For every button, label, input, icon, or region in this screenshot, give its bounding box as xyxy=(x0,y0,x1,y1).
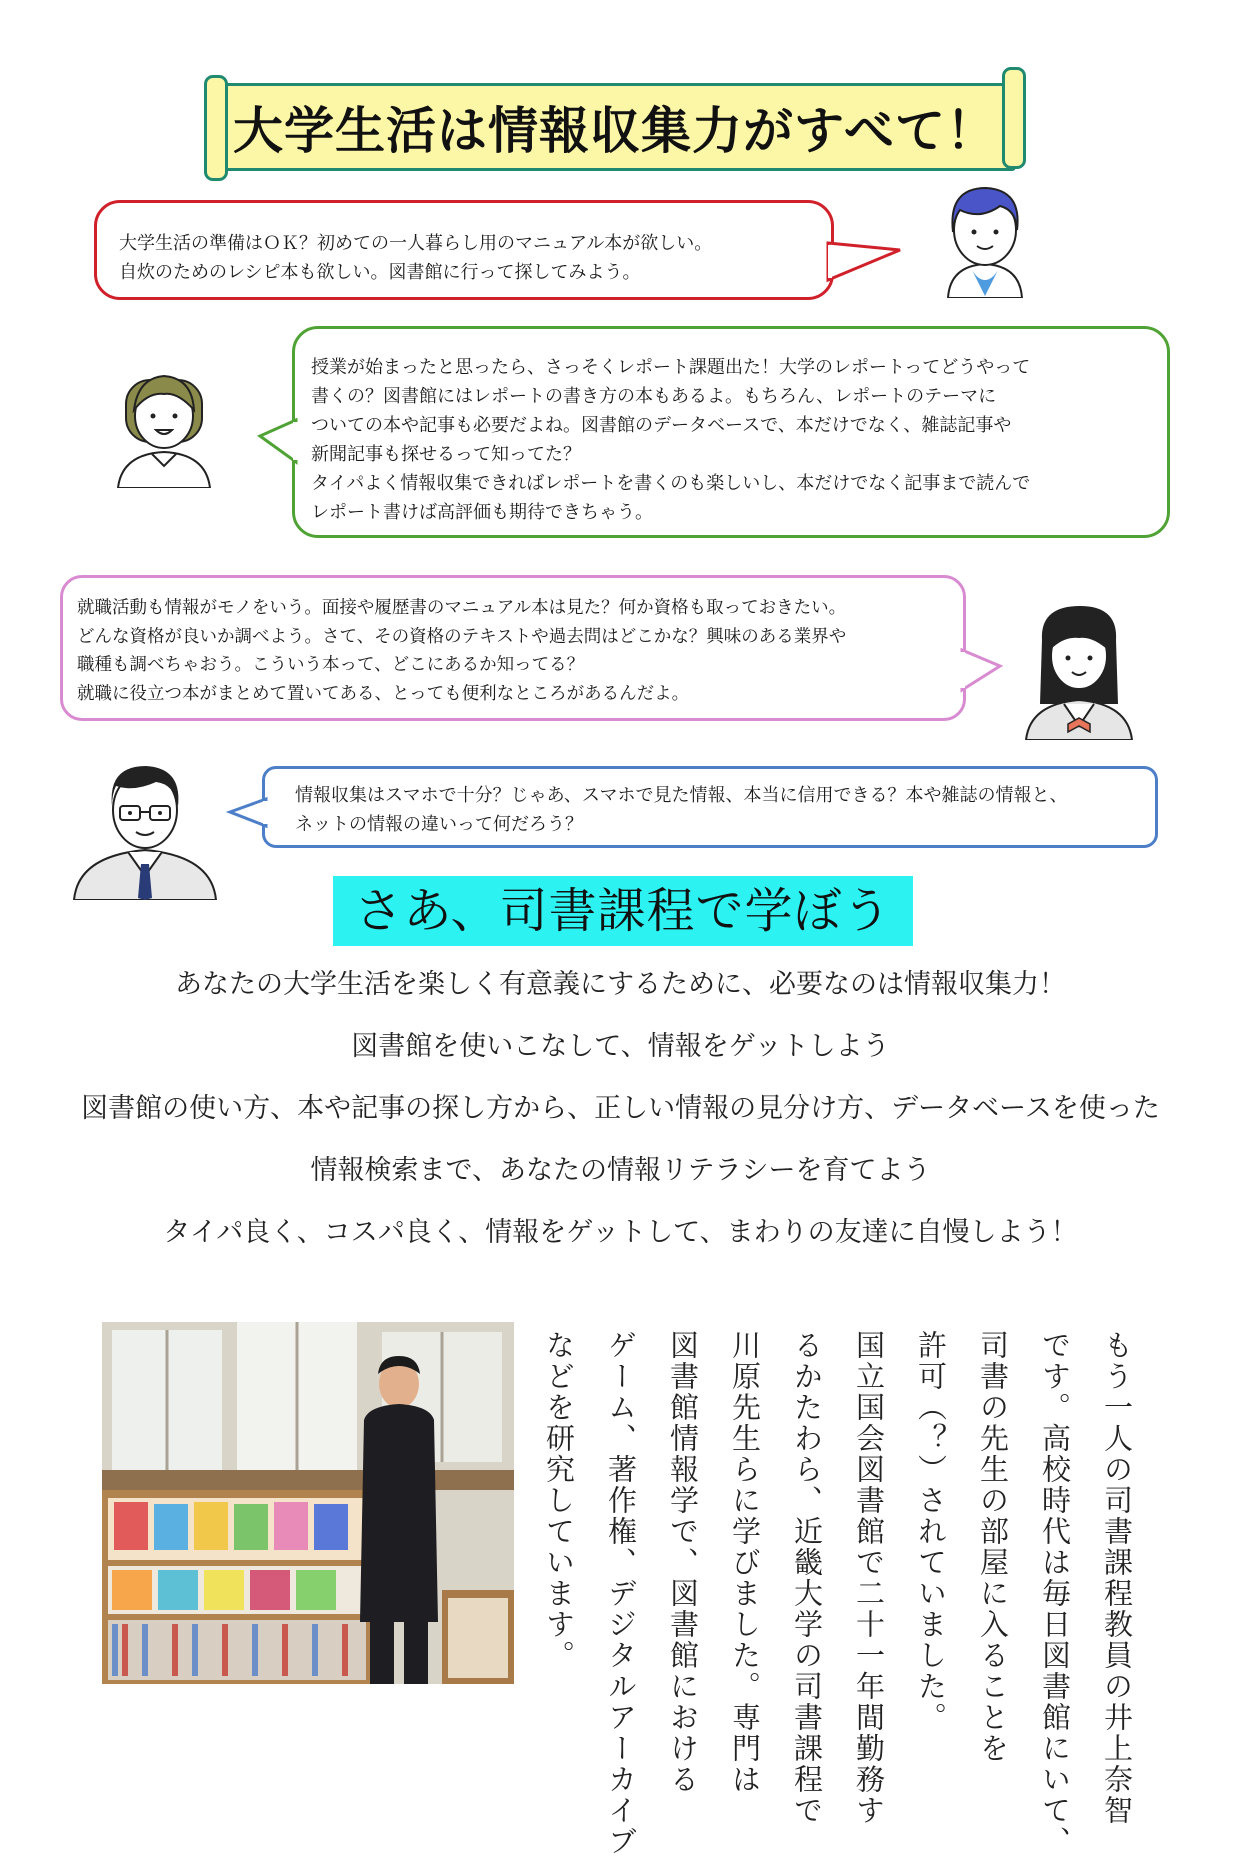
bubble-line: 就職活動も情報がモノをいう。面接や履歴書のマニュアル本は見た？何か資格も取っておきたい。 xyxy=(77,598,847,618)
student-girl-avatar-icon xyxy=(1020,600,1138,740)
bubble-tail xyxy=(228,796,268,830)
speech-bubble-preparation xyxy=(94,200,834,300)
section-heading: さあ、司書課程で学ぼう xyxy=(333,876,913,946)
bubble-line: 新聞記事も探せるって知ってた？ xyxy=(311,444,581,465)
bubble-tail xyxy=(960,646,1004,698)
profile-line: もう一人の司書課程教員の井上奈智 xyxy=(1100,1330,1134,1826)
bubble-line: どんな資格が良いか調べよう。さて、その資格のテキストや過去問はどこかな？興味のある業界や xyxy=(77,626,847,647)
bubble-line: 書くの？図書館にはレポートの書き方の本もあるよ。もちろん、レポートのテーマに xyxy=(311,386,997,407)
bubble-tail xyxy=(258,416,298,468)
bubble-tail xyxy=(828,238,904,288)
speech-bubble-report xyxy=(292,326,1170,538)
bubble-line: タイパよく情報収集できればレポートを書くのも楽しいし、本だけでなく記事まで読んで xyxy=(311,473,1031,494)
speech-bubble-smartphone xyxy=(262,766,1158,848)
bubble-line: 情報収集はスマホで十分？じゃあ、スマホで見た情報、本当に信用できる？本や雑誌の情報と、 xyxy=(295,785,1068,806)
profile-vertical-text xyxy=(542,1330,1135,1857)
teacher-avatar-icon xyxy=(70,752,220,900)
bubble-line: レポート書けば高評価も期待できちゃう。 xyxy=(311,502,653,523)
girl-avatar-icon xyxy=(108,358,220,488)
bubble-line: 自炊のためのレシピ本も欲しい。図書館に行って探してみよう。 xyxy=(119,262,641,283)
bubble-line: 就職に役立つ本がまとめて置いてある、とっても便利なところがあるんだよ。 xyxy=(77,683,690,704)
speech-bubble-job-hunting xyxy=(60,575,966,721)
profile-line: です。高校時代は毎日図書館にいて、 xyxy=(1038,1330,1072,1857)
profile-line: などを研究しています。 xyxy=(542,1330,576,1671)
boy-avatar-icon xyxy=(930,180,1040,298)
intro-paragraph: 図書館を使いこなして、情報をゲットしよう xyxy=(351,1031,890,1062)
bubble-line: ついての本や記事も必要だよね。図書館のデータベースで、本だけでなく、雑誌記事や xyxy=(311,415,1012,436)
profile-line: るかたわら、近畿大学の司書課程で xyxy=(790,1330,824,1826)
intro-paragraph: タイパ良く、コスパ良く、情報をゲットして、まわりの友達に自慢しよう！ xyxy=(163,1217,1078,1248)
bubble-line: 大学生活の準備はＯＫ？初めての一人暮らし用のマニュアル本が欲しい。 xyxy=(119,233,713,254)
intro-paragraph: 情報検索まで、あなたの情報リテラシーを育てよう xyxy=(310,1155,931,1186)
profile-line: 司書の先生の部屋に入ることを xyxy=(976,1330,1010,1764)
bubble-line: ネットの情報の違いって何だろう？ xyxy=(295,814,583,835)
title-banner xyxy=(200,65,1030,183)
library-photo xyxy=(102,1322,514,1684)
bubble-line: 授業が始まったと思ったら、さっそくレポート課題出た！大学のレポートってどうやって xyxy=(311,357,1031,378)
bubble-line: 職種も調べちゃおう。こういう本って、どこにあるか知ってる？ xyxy=(77,655,585,675)
profile-line: 許可（？）されていました。 xyxy=(914,1330,948,1733)
page-title: 大学生活は情報収集力がすべて！ xyxy=(233,102,997,160)
intro-paragraph: あなたの大学生活を楽しく有意義にするために、必要なのは情報収集力！ xyxy=(175,969,1066,1000)
profile-line: 川原先生らに学びました。専門は xyxy=(728,1330,762,1795)
profile-line: 国立国会図書館で二十一年間勤務す xyxy=(852,1330,886,1826)
profile-line: ゲーム、著作権、デジタルアーカイブ xyxy=(604,1330,638,1857)
intro-paragraph: 図書館の使い方、本や記事の探し方から、正しい情報の見分け方、データベースを使った xyxy=(81,1093,1160,1124)
profile-line: 図書館情報学で、図書館における xyxy=(666,1330,700,1795)
